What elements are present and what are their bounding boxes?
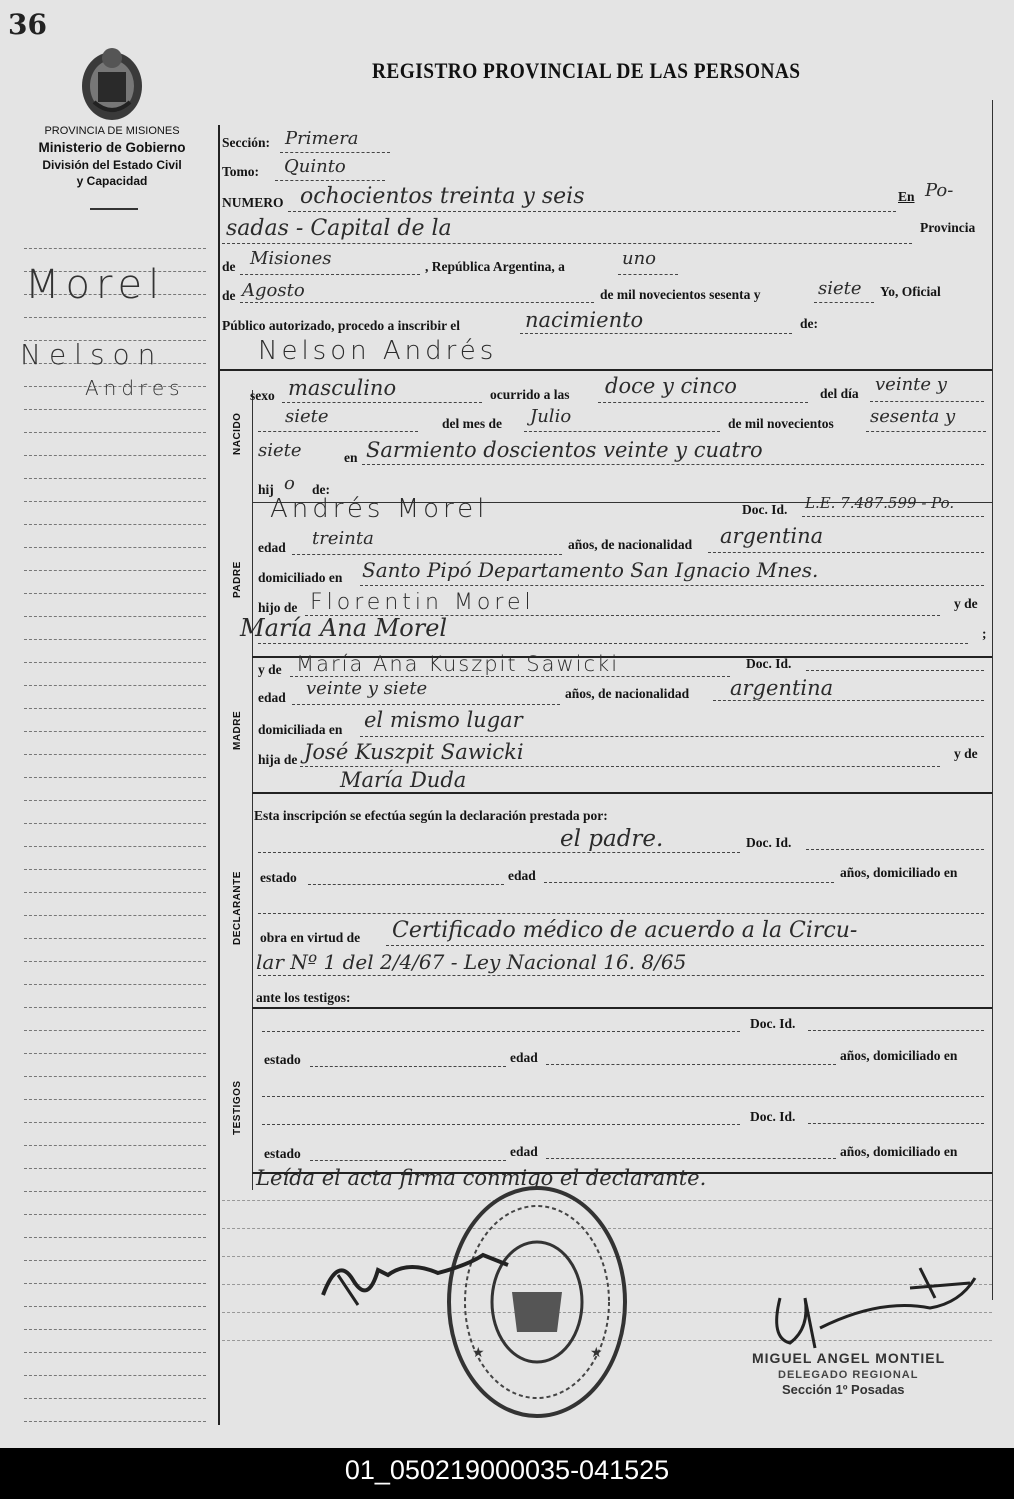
padre-dom-label: domiciliado en bbox=[258, 570, 343, 585]
madre-edad-label: edad bbox=[258, 690, 286, 705]
en2-label: en bbox=[344, 450, 358, 465]
margin-rule-line bbox=[24, 961, 206, 962]
padre-edad-value: treinta bbox=[312, 528, 374, 549]
margin-rule-line bbox=[24, 639, 206, 640]
madre-dom-value: el mismo lugar bbox=[364, 708, 523, 732]
margin-rule-line bbox=[24, 432, 206, 433]
obra-label: obra en virtud de bbox=[260, 930, 361, 945]
madre-nac-value: argentina bbox=[730, 676, 834, 700]
padre-dom-value: Santo Pipó Departamento San Ignacio Mnes. bbox=[362, 558, 819, 582]
margin-rule-line bbox=[24, 1237, 206, 1238]
declarante-value: el padre. bbox=[560, 826, 664, 852]
margin-rule-line bbox=[24, 501, 206, 502]
side-label-declarante: DECLARANTE bbox=[232, 871, 243, 945]
margin-rule-line bbox=[24, 1214, 206, 1215]
testigo1-anos-label: años, domiciliado en bbox=[840, 1048, 958, 1063]
margin-rule-line bbox=[24, 1421, 206, 1422]
margin-rule-line bbox=[24, 984, 206, 985]
svg-text:★: ★ bbox=[472, 1344, 485, 1360]
dia-letras-value: uno bbox=[622, 248, 657, 269]
anio-value: siete bbox=[818, 278, 862, 299]
hij-sufijo-value: o bbox=[284, 473, 295, 494]
margin-middle-name: Andres bbox=[85, 376, 185, 400]
page-number: 36 bbox=[8, 8, 47, 41]
coat-of-arms-emblem bbox=[72, 42, 152, 122]
margin-rule-line bbox=[24, 593, 206, 594]
margin-rule-line bbox=[24, 1283, 206, 1284]
de-mes-label: de bbox=[222, 288, 236, 303]
margin-rule-line bbox=[24, 892, 206, 893]
tomo-value: Quinto bbox=[284, 156, 346, 177]
margin-given-name: Nelson bbox=[20, 338, 164, 371]
del-dia-label: del día bbox=[820, 386, 859, 401]
de-colon-label: de: bbox=[800, 316, 818, 331]
margin-rule-line bbox=[24, 248, 206, 249]
del-mes-label: del mes de bbox=[442, 416, 502, 431]
madre-doc-label: Doc. Id. bbox=[746, 656, 792, 671]
margin-rule-line bbox=[24, 708, 206, 709]
y-de3-label: y de bbox=[954, 746, 978, 761]
margin-rule-line bbox=[24, 547, 206, 548]
de-label: de bbox=[222, 259, 236, 274]
svg-text:★: ★ bbox=[590, 1344, 603, 1360]
margin-rule-line bbox=[24, 524, 206, 525]
de-mil2-label: de mil novecientos bbox=[728, 416, 834, 431]
madre-edad-value: veinte y siete bbox=[306, 678, 428, 699]
de2-label: de: bbox=[312, 482, 330, 497]
margin-rule-line bbox=[24, 800, 206, 801]
side-label-nacido: NACIDO bbox=[232, 412, 243, 455]
margin-rule-line bbox=[24, 685, 206, 686]
margin-rule-line bbox=[24, 1007, 206, 1008]
margin-rule-line bbox=[24, 754, 206, 755]
side-label-madre: MADRE bbox=[232, 710, 243, 750]
padre-nombre-value: Andrés Morel bbox=[270, 494, 489, 524]
madre-anos-label: años, de nacionalidad bbox=[565, 686, 690, 701]
margin-rule-line bbox=[24, 846, 206, 847]
obra-value: Certificado médico de acuerdo a la Circu- bbox=[392, 918, 858, 943]
issuer-division: División del Estado Civil bbox=[42, 158, 182, 172]
delegate-name: MIGUEL ANGEL MONTIEL bbox=[752, 1350, 946, 1366]
padre-madre-value: María Ana Morel bbox=[240, 614, 448, 642]
frame-right-line bbox=[992, 100, 993, 1300]
side-label-testigos: TESTIGOS bbox=[232, 1080, 243, 1135]
padre-doc-label: Doc. Id. bbox=[742, 502, 788, 517]
declarante-doc-label: Doc. Id. bbox=[746, 835, 792, 850]
mes-nac-value: Julio bbox=[530, 406, 572, 427]
inscripcion-label: Esta inscripción se efectúa según la declaración prestada por: bbox=[254, 808, 608, 823]
margin-rule-line bbox=[24, 1352, 206, 1353]
declarante-anos-label: años, domiciliado en bbox=[840, 865, 958, 880]
delegate-title: DELEGADO REGIONAL bbox=[778, 1369, 919, 1381]
mes-value: Agosto bbox=[242, 280, 305, 301]
document-title: REGISTRO PROVINCIAL DE LAS PERSONAS bbox=[372, 58, 801, 83]
margin-rule-line bbox=[24, 455, 206, 456]
anio-nac-value: sesenta y bbox=[870, 406, 956, 427]
testigo1-doc-label: Doc. Id. bbox=[750, 1016, 796, 1031]
issuer-province: PROVINCIA DE MISIONES bbox=[44, 125, 180, 137]
cierre-value: Leída el acta firma conmigo el declarante. bbox=[256, 1166, 707, 1190]
frame-left-line bbox=[218, 125, 220, 1425]
dia-nac2-value: siete bbox=[285, 406, 329, 427]
obra2-value: lar Nº 1 del 2/4/67 - Ley Nacional 16. 8/65 bbox=[256, 950, 687, 974]
testigo1-estado-label: estado bbox=[264, 1052, 301, 1067]
margin-rule-line bbox=[24, 1191, 206, 1192]
acto-value: nacimiento bbox=[525, 308, 644, 332]
lugar-nac-value: Sarmiento doscientos veinte y cuatro bbox=[366, 438, 763, 462]
margin-rule-line bbox=[24, 1168, 206, 1169]
tomo-label: Tomo: bbox=[222, 164, 260, 179]
ocurrido-label: ocurrido a las bbox=[490, 387, 570, 402]
de-mil-label: de mil novecientos sesenta y bbox=[600, 287, 761, 302]
provincia-label: Provincia bbox=[920, 220, 976, 235]
testigo2-anos-label: años, domiciliado en bbox=[840, 1144, 958, 1159]
margin-surname: Morel bbox=[25, 262, 166, 308]
y-de-label: y de bbox=[954, 596, 978, 611]
margin-rule-line bbox=[24, 731, 206, 732]
nombre-value: Nelson Andrés bbox=[258, 336, 498, 366]
margin-rule-line bbox=[24, 616, 206, 617]
testigo1-edad-label: edad bbox=[510, 1050, 538, 1065]
margin-rule-line bbox=[24, 409, 206, 410]
testigo2-doc-label: Doc. Id. bbox=[750, 1109, 796, 1124]
en-value: Po- bbox=[925, 180, 954, 201]
sexo-label: sexo bbox=[250, 388, 275, 403]
padre-edad-label: edad bbox=[258, 540, 286, 555]
testigo2-edad-label: edad bbox=[510, 1144, 538, 1159]
margin-rule-line bbox=[24, 1398, 206, 1399]
padre-nac-value: argentina bbox=[720, 524, 824, 548]
margin-rule-line bbox=[24, 1122, 206, 1123]
padre-anos-label: años, de nacionalidad bbox=[568, 537, 693, 552]
margin-rule-line bbox=[24, 478, 206, 479]
madre-nombre-value: María Ana Kuszpit Sawicki bbox=[296, 652, 620, 676]
margin-rule-line bbox=[24, 662, 206, 663]
en-label: En bbox=[898, 189, 915, 204]
dia-nac-value: veinte y bbox=[875, 374, 947, 395]
margin-rule-line bbox=[24, 1030, 206, 1031]
margin-rule-line bbox=[24, 570, 206, 571]
seccion-label: Sección: bbox=[222, 135, 270, 150]
margin-rule-line bbox=[24, 1053, 206, 1054]
publico-label: Público autorizado, procedo a inscribir el bbox=[222, 318, 460, 333]
madre-madre-value: María Duda bbox=[340, 768, 467, 792]
margin-rule-line bbox=[24, 1329, 206, 1330]
margin-rule-line bbox=[24, 938, 206, 939]
provincia-nombre-value: Misiones bbox=[250, 248, 332, 269]
margin-rule-line bbox=[24, 823, 206, 824]
numero-label: NUMERO bbox=[222, 195, 284, 210]
semicolon-label: ; bbox=[982, 626, 987, 641]
hija-de-label: hija de bbox=[258, 752, 298, 767]
margin-rule-line bbox=[24, 777, 206, 778]
margin-rule-line bbox=[24, 1260, 206, 1261]
hij-label: hij bbox=[258, 482, 274, 497]
margin-rule-line bbox=[24, 317, 206, 318]
anio-nac2-value: siete bbox=[258, 440, 302, 461]
margin-rule-line bbox=[24, 869, 206, 870]
sexo-value: masculino bbox=[288, 376, 397, 400]
margin-rule-line bbox=[24, 1306, 206, 1307]
yo-oficial-label: Yo, Oficial bbox=[880, 284, 941, 299]
margin-rule-line bbox=[24, 1145, 206, 1146]
issuer-capacity: y Capacidad bbox=[76, 174, 148, 188]
madre-padre-value: José Kuszpit Sawicki bbox=[304, 740, 524, 764]
inner-left-line bbox=[252, 390, 253, 1190]
seccion-value: Primera bbox=[285, 128, 359, 149]
margin-rule-line bbox=[24, 1375, 206, 1376]
declarante-edad-label: edad bbox=[508, 868, 536, 883]
margin-rule-line bbox=[24, 1076, 206, 1077]
hijo-de-label: hijo de bbox=[258, 600, 298, 615]
margin-rule-line bbox=[24, 1099, 206, 1100]
margin-rule-line bbox=[24, 915, 206, 916]
madre-dom-label: domiciliada en bbox=[258, 722, 343, 737]
side-label-padre: PADRE bbox=[232, 561, 243, 598]
numero-value: ochocientos treinta y seis bbox=[300, 184, 585, 209]
delegate-section: Sección 1º Posadas bbox=[782, 1382, 905, 1397]
padre-doc-value: L.E. 7.487.599 - Po. bbox=[805, 494, 955, 512]
testigo2-estado-label: estado bbox=[264, 1146, 301, 1161]
issuer-ministry: Ministerio de Gobierno bbox=[38, 140, 186, 155]
padre-padre-value: Florentin Morel bbox=[310, 590, 535, 615]
registrar-signature bbox=[318, 1235, 528, 1310]
lugar-value: sadas - Capital de la bbox=[226, 216, 452, 241]
madre-yde-label: y de bbox=[258, 662, 282, 677]
republica-label: , República Argentina, a bbox=[425, 259, 565, 274]
testigos-label: ante los testigos: bbox=[256, 990, 351, 1005]
hora-value: doce y cinco bbox=[605, 374, 737, 398]
file-name-caption: 01_050219000035-041525 bbox=[344, 1455, 670, 1485]
declarante-estado-label: estado bbox=[260, 870, 297, 885]
